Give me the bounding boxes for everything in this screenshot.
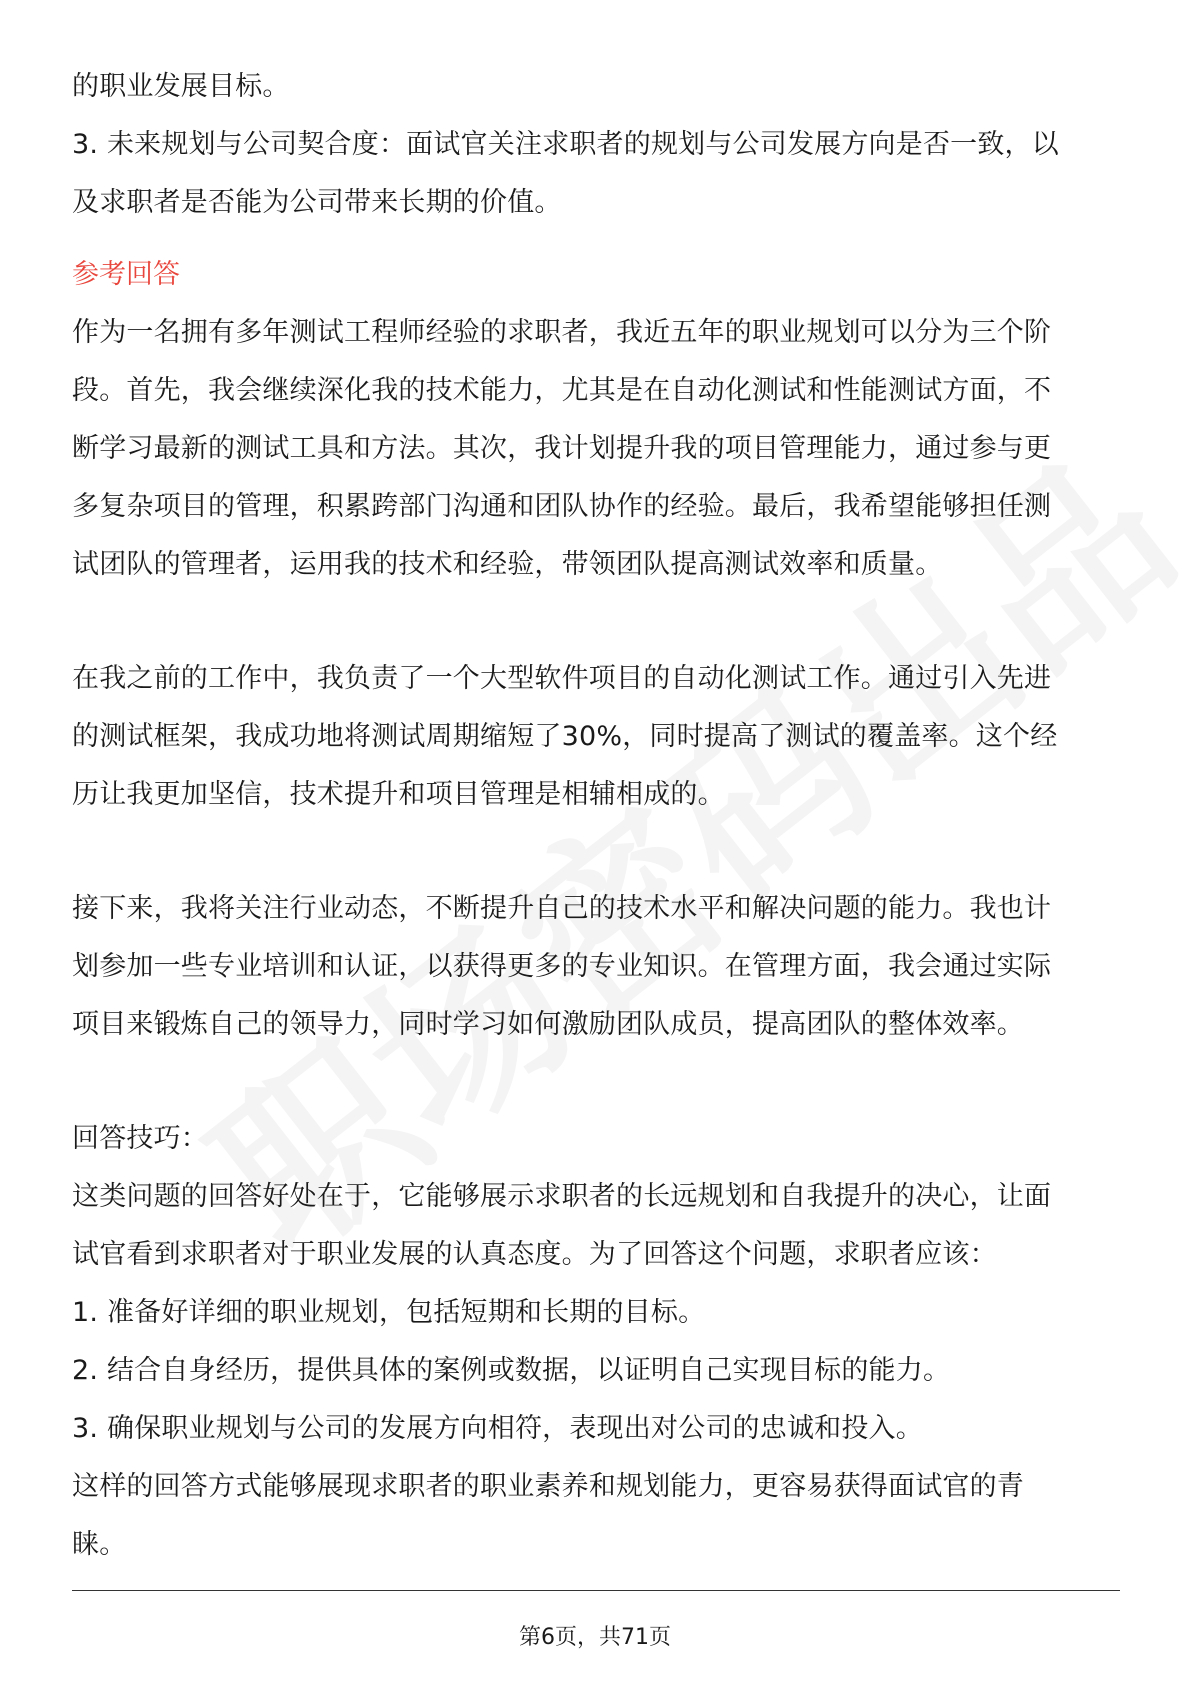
text-line: 这类问题的回答好处在于，它能够展示求职者的长远规划和自我提升的决心，让面 [72, 1181, 1052, 1212]
text-line: 段。首先，我会继续深化我的技术能力，尤其是在自动化测试和性能测试方面，不 [72, 375, 1052, 406]
text-line: 及求职者是否能为公司带来长期的价值。 [72, 187, 562, 218]
text-line: 断学习最新的测试工具和方法。其次，我计划提升我的项目管理能力，通过参与更 [72, 433, 1052, 464]
tips-heading: 回答技巧： [72, 1123, 208, 1154]
text-line: 历让我更加坚信，技术提升和项目管理是相辅相成的。 [72, 779, 725, 810]
page-number: 第6页，共71页 [519, 1625, 671, 1650]
paragraph-career-plan [72, 304, 1120, 594]
text-line: 这样的回答方式能够展现求职者的职业素养和规划能力，更容易获得面试官的青 [72, 1471, 1024, 1502]
answer-tips-section [72, 1110, 1120, 1574]
intro-section [72, 58, 1120, 232]
page-content [72, 58, 1120, 1574]
list-item: 3. 确保职业规划与公司的发展方向相符，表现出对公司的忠诚和投入。 [72, 1413, 923, 1444]
list-item: 2. 结合自身经历，提供具体的案例或数据，以证明自己实现目标的能力。 [72, 1355, 951, 1386]
text-line: 试团队的管理者，运用我的技术和经验，带领团队提高测试效率和质量。 [72, 549, 943, 580]
text-line: 的测试框架，我成功地将测试周期缩短了30%，同时提高了测试的覆盖率。这个经 [72, 721, 1058, 752]
text-line: 睐。 [72, 1529, 127, 1560]
paragraph-gap [72, 1054, 1120, 1110]
paragraph-experience [72, 650, 1120, 824]
text-line: 接下来，我将关注行业动态，不断提升自己的技术水平和解决问题的能力。我也计 [72, 893, 1052, 924]
text-line: 项目来锻炼自己的领导力，同时学习如何激励团队成员，提高团队的整体效率。 [72, 1009, 1024, 1040]
text-line: 3. 未来规划与公司契合度：面试官关注求职者的规划与公司发展方向是否一致，以 [72, 129, 1059, 160]
reference-answer-heading: 参考回答 [72, 259, 180, 290]
text-line: 试官看到求职者对于职业发展的认真态度。为了回答这个问题，求职者应该： [72, 1239, 997, 1270]
text-line: 在我之前的工作中，我负责了一个大型软件项目的自动化测试工作。通过引入先进 [72, 663, 1052, 694]
footer-divider [72, 1590, 1120, 1591]
paragraph-gap [72, 594, 1120, 650]
paragraph-gap [72, 824, 1120, 880]
text-line: 作为一名拥有多年测试工程师经验的求职者，我近五年的职业规划可以分为三个阶 [72, 317, 1052, 348]
text-line: 划参加一些专业培训和认证，以获得更多的专业知识。在管理方面，我会通过实际 [72, 951, 1052, 982]
paragraph-next-steps [72, 880, 1120, 1054]
list-item: 1. 准备好详细的职业规划，包括短期和长期的目标。 [72, 1297, 706, 1328]
text-line: 的职业发展目标。 [72, 71, 290, 102]
text-line: 多复杂项目的管理，积累跨部门沟通和团队协作的经验。最后，我希望能够担任测 [72, 491, 1052, 522]
